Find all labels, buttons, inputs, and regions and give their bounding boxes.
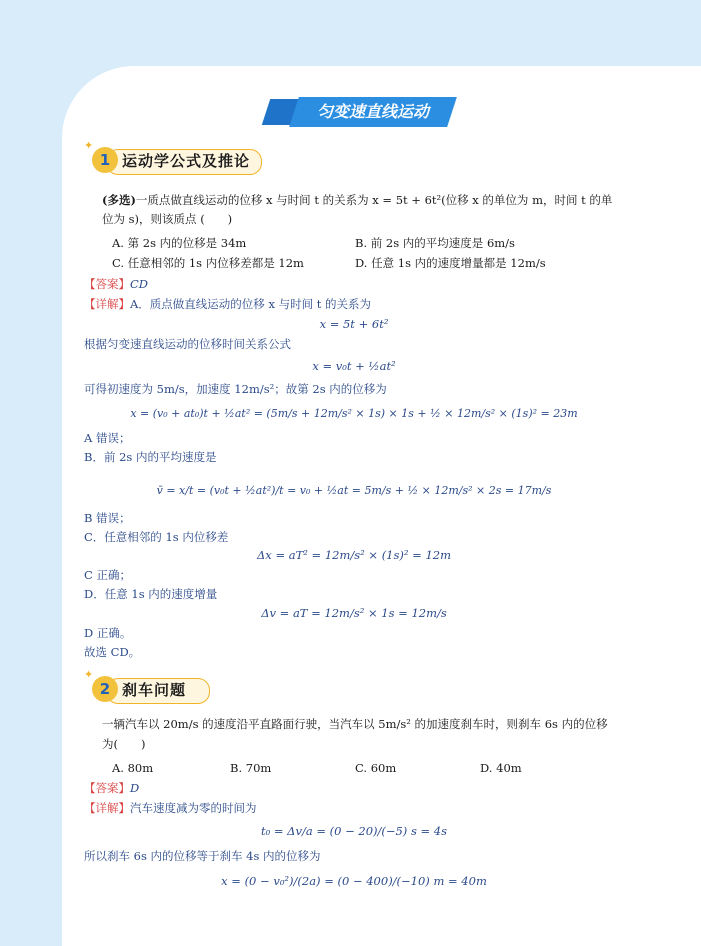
- detail-text: C 正确；: [84, 568, 131, 582]
- question-1-tag: (多选): [102, 193, 136, 207]
- detail-label: 【详解】: [84, 297, 130, 311]
- title-banner: [266, 97, 454, 127]
- option-b: B. 70m: [230, 761, 272, 775]
- section-number: 2: [92, 676, 118, 702]
- equation-2: x = v₀t + ½at²: [312, 359, 396, 373]
- answer-label: 【答案】: [84, 781, 130, 795]
- option-a: A. 第 2s 内的位移是 34m: [112, 236, 247, 250]
- equation-5: Δx = aT² = 12m/s² × (1s)² = 12m: [257, 548, 451, 562]
- answer-line: [84, 276, 148, 292]
- section-heading-2: [84, 668, 212, 704]
- question-2-stem-line1: 一辆汽车以 20m/s 的速度沿平直路面行驶，当汽车以 5m/s² 的加速度刹车时，则刹车 6s 内的位移: [102, 717, 608, 731]
- detail-label: 【详解】: [84, 801, 130, 815]
- option-a: A. 80m: [112, 761, 154, 775]
- detail-text: 根据匀变速直线运动的位移时间关系公式: [84, 337, 291, 351]
- answer-value: CD: [130, 277, 149, 291]
- equation-8: x = (0 − v₀²)/(2a) = (0 − 400)/(−10) m = 40m: [221, 874, 487, 888]
- question-2-stem-line2: 为( ): [102, 737, 146, 751]
- detail-text: B 错误；: [84, 511, 131, 525]
- section-title: 刹车问题: [122, 681, 187, 699]
- question-1-stem-text: 一质点做直线运动的位移 x 与时间 t 的关系为 x = 5t + 6t²(位移 x 的单位为 m，时间 t 的单: [135, 193, 613, 207]
- equation-6: Δv = aT = 12m/s² × 1s = 12m/s: [261, 606, 447, 620]
- equation-4: v̄ = x/t = (v₀t + ½at²)/t = v₀ + ½at = 5m/s + ½ × 12m/s² × 2s = 17m/s: [156, 484, 552, 497]
- detail-text: B．前 2s 内的平均速度是: [84, 450, 217, 464]
- detail-text: A．质点做直线运动的位移 x 与时间 t 的关系为: [130, 297, 372, 311]
- question-1-stem-line2: 位为 s)，则该质点 ( ): [102, 212, 233, 226]
- option-c: C. 任意相邻的 1s 内位移差都是 12m: [112, 256, 304, 270]
- star-icon: ✦: [84, 139, 94, 152]
- equation-1: x = 5t + 6t²: [319, 317, 389, 331]
- equation-7: t₀ = Δv/a = (0 − 20)/(−5) s = 4s: [260, 824, 448, 838]
- option-d: D. 任意 1s 内的速度增量都是 12m/s: [355, 256, 546, 270]
- detail-text: 汽车速度减为零的时间为: [130, 801, 257, 815]
- option-d: D. 40m: [480, 761, 522, 775]
- detail-text: 故选 CD。: [84, 645, 141, 659]
- detail-line: [84, 800, 257, 816]
- section-title: 运动学公式及推论: [122, 152, 251, 170]
- detail-text: D 正确。: [84, 626, 132, 640]
- detail-line: [84, 296, 371, 312]
- star-icon: ✦: [84, 668, 94, 681]
- option-c: C. 60m: [355, 761, 397, 775]
- detail-text: 所以刹车 6s 内的位移等于刹车 4s 内的位移为: [84, 849, 321, 863]
- answer-value: D: [130, 781, 140, 795]
- detail-text: A 错误；: [84, 431, 131, 445]
- answer-label: 【答案】: [84, 277, 130, 291]
- detail-text: D．任意 1s 内的速度增量: [84, 587, 218, 601]
- section-number: 1: [92, 147, 118, 173]
- detail-text: 可得初速度为 5m/s，加速度 12m/s²；故第 2s 内的位移为: [84, 382, 387, 396]
- option-b: B. 前 2s 内的平均速度是 6m/s: [355, 236, 515, 250]
- question-1-stem-line1: [102, 192, 612, 208]
- answer-line: [84, 780, 139, 796]
- equation-3: x = (v₀ + at₀)t + ½at² = (5m/s + 12m/s² × 1s) × 1s + ½ × 12m/s² × (1s)² = 23m: [130, 407, 578, 420]
- detail-text: C．任意相邻的 1s 内位移差: [84, 530, 229, 544]
- section-heading-1: [84, 139, 262, 175]
- page-title: 匀变速直线运动: [316, 102, 429, 121]
